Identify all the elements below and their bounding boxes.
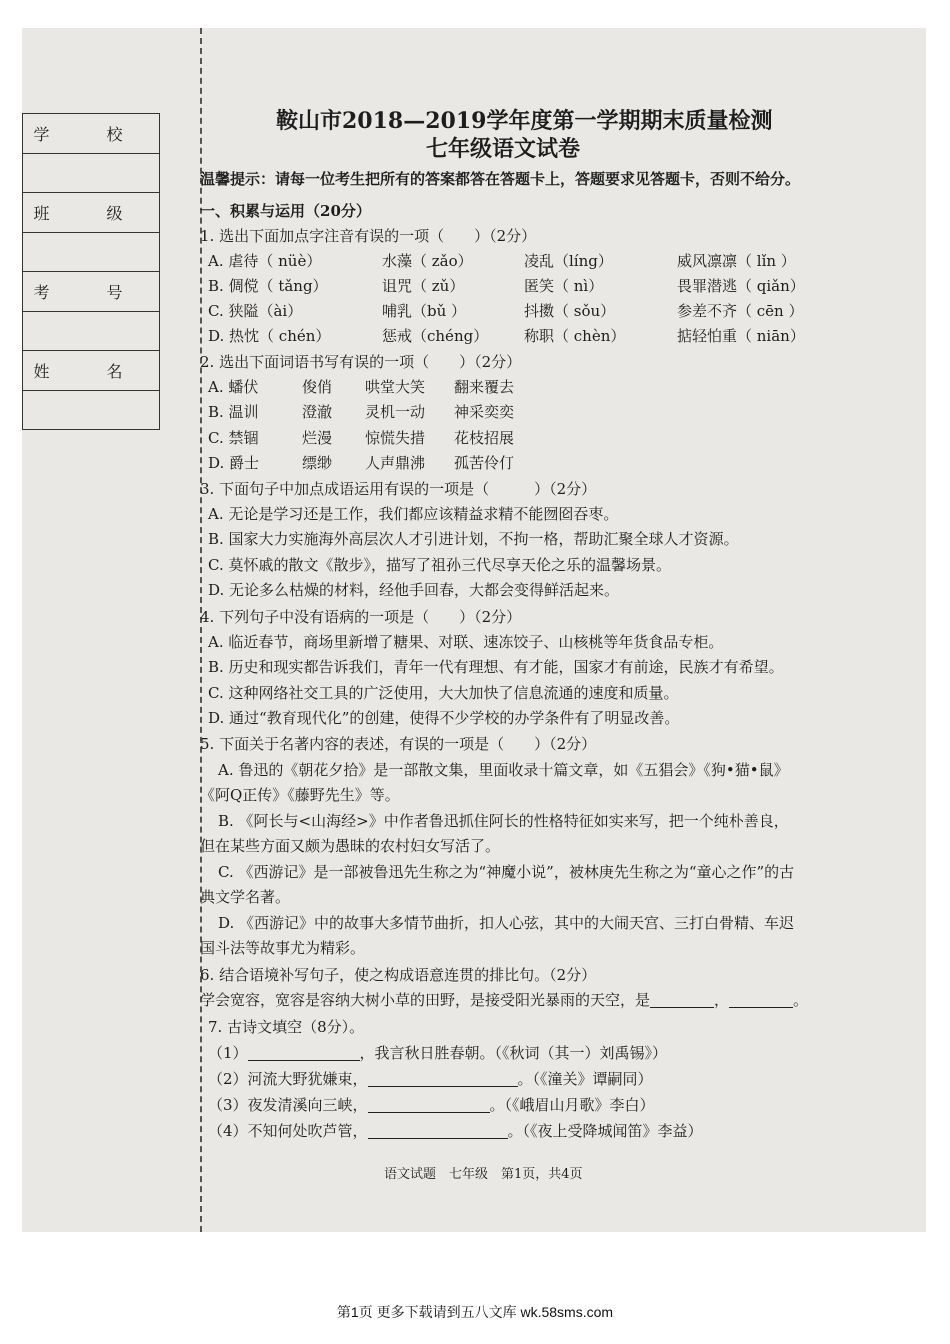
q5-text: A. 鲁迅的《朝花夕拾》是一部散文集，里面收录十篇文章，如《五猖会》《狗•猫•鼠》	[218, 761, 789, 779]
student-info-table	[22, 113, 160, 430]
q5-text: C. 《西游记》是一部被鲁迅先生称之为“神魔小说”，被林庚先生称之为“童心之作”的古	[218, 863, 795, 881]
school-label: 学 校	[23, 114, 160, 154]
q5-text: 国斗法等故事尤为精彩。	[200, 939, 366, 957]
q2-word: 人声鼎沸	[365, 454, 426, 472]
q3-option: C. 莫怀戚的散文《散步》，描写了祖孙三代尽享天伦之乐的温馨场景。	[208, 556, 671, 574]
q1-option: A. 虐待（ nüè）	[208, 252, 322, 270]
q7-item-prefix: （1）	[208, 1044, 248, 1062]
q2-word: D. 爵士	[208, 454, 260, 472]
warm-tip: 温馨提示：请每一位考生把所有的答案都答在答题卡上，答题要求见答题卡，否则不给分。	[200, 170, 801, 188]
q7-item	[208, 1068, 653, 1089]
q7-answer-blank[interactable]	[368, 1098, 490, 1113]
q7-item-prefix: （3）夜发清溪向三峡，	[208, 1096, 368, 1114]
q4-option: D. 通过“教育现代化”的创建，使得不少学校的办学条件有了明显改善。	[208, 709, 680, 727]
q6-text: 学会宽容，宽容是容纳大树小草的田野，是接受阳光暴雨的天空，是	[200, 991, 651, 1009]
q7-item-prefix: （4）不知何处吹芦管，	[208, 1122, 368, 1140]
q1-option: 畏罪潜逃（ qiǎn）	[677, 277, 805, 295]
q5-text: 但在某些方面又颇为愚昧的农村妇女写活了。	[200, 837, 501, 855]
q2-word: 澄澈	[302, 403, 333, 421]
q1-option: 凌乱（líng）	[524, 252, 613, 270]
q2-word: 灵机一动	[365, 403, 426, 421]
q7-item	[208, 1094, 655, 1115]
q6-stem: 6. 结合语境补写句子，使之构成语意连贯的排比句。（2分）	[200, 966, 597, 984]
download-footer[interactable]: 第1页 更多下载请到五八文库 wk.58sms.com	[336, 1304, 614, 1320]
q2-stem: 2. 选出下面词语书写有误的一项（ ）（2分）	[200, 353, 522, 371]
q7-item-prefix: （2）河流大野犹嫌束，	[208, 1070, 368, 1088]
q2-word: C. 禁锢	[208, 429, 259, 447]
q7-stem: 7. 古诗文填空（8分）。	[208, 1018, 365, 1036]
q7-item-suffix: 。（《峨眉山月歌》李白）	[489, 1096, 655, 1114]
name-field[interactable]	[23, 391, 160, 430]
q1-option: 威风凛凛（ lǐn ）	[677, 252, 796, 270]
class-label: 班 级	[23, 193, 160, 233]
q6-answer-blank-1[interactable]	[650, 993, 714, 1008]
q4-option: C. 这种网络社交工具的广泛使用，大大加快了信息流通的速度和质量。	[208, 684, 679, 702]
q4-option: A. 临近春节，商场里新增了糖果、对联、速冻饺子、山核桃等年货食品专柜。	[208, 633, 724, 651]
q1-stem: 1. 选出下面加点字注音有误的一项（ ）（2分）	[200, 227, 537, 245]
class-field[interactable]	[23, 233, 160, 272]
section-heading: 一、积累与运用（20分）	[200, 202, 371, 220]
q6-line: 学会宽容，宽容是容纳大树小草的田野，是接受阳光暴雨的天空，是 ， 。	[200, 991, 809, 1009]
q2-word: 翻来覆去	[454, 378, 515, 396]
q1-option: 哺乳（bǔ ）	[382, 302, 467, 320]
exam-number-field[interactable]	[23, 312, 160, 351]
q3-option: D. 无论多么枯燥的材料，经他手回春，大都会变得鲜活起来。	[208, 581, 620, 599]
q1-option: 惩戒（chéng）	[382, 327, 489, 345]
page-footer: 语文试题 七年级 第1页，共4页	[384, 1167, 583, 1182]
q5-text: 典文学名著。	[200, 888, 291, 906]
q2-word: 缥缈	[302, 454, 333, 472]
q7-answer-blank[interactable]	[248, 1046, 360, 1061]
q7-item-suffix: ，我言秋日胜春朝。（《秋词（其一）刘禹锡》）	[359, 1044, 668, 1062]
q2-word: 花枝招展	[454, 429, 515, 447]
q2-word: B. 温训	[208, 403, 259, 421]
q2-word: 哄堂大笑	[365, 378, 426, 396]
exam-title: 鞍山市2018—2019学年度第一学期期末质量检测	[276, 108, 773, 134]
q2-word: 俊俏	[302, 378, 333, 396]
q5-stem: 5. 下面关于名著内容的表述，有误的一项是（ ）（2分）	[200, 735, 597, 753]
q7-item	[208, 1042, 667, 1063]
q7-answer-blank[interactable]	[368, 1124, 508, 1139]
q1-option: 水藻（ zǎo）	[382, 252, 473, 270]
q2-word: A. 蟠伏	[208, 378, 259, 396]
q1-option: C. 狭隘（ài）	[208, 302, 303, 320]
exam-subtitle: 七年级语文试卷	[426, 136, 581, 162]
q3-stem: 3. 下面句子中加点成语运用有误的一项是（ ）（2分）	[200, 480, 597, 498]
exam-paper	[22, 28, 926, 1232]
q1-option: D. 热忱（ chén）	[208, 327, 331, 345]
q1-option: B. 倜傥（ tǎng）	[208, 277, 328, 295]
name-label: 姓 名	[23, 351, 160, 391]
q1-option: 掂轻怕重（ niān）	[677, 327, 805, 345]
q5-text: D. 《西游记》中的故事大多情节曲折，扣人心弦，其中的大闹天宫、三打白骨精、车迟	[218, 914, 795, 932]
q7-item-suffix: 。（《夜上受降城闻笛》李益）	[507, 1122, 703, 1140]
q2-word: 烂漫	[302, 429, 333, 447]
q4-stem: 4. 下列句子中没有语病的一项是（ ）（2分）	[200, 608, 522, 626]
q7-answer-blank[interactable]	[368, 1072, 518, 1087]
q5-text: 《阿Q正传》《藤野先生》等。	[200, 786, 400, 804]
q2-word: 孤苦伶仃	[454, 454, 515, 472]
school-field[interactable]	[23, 154, 160, 193]
q1-option: 抖擞（ sǒu）	[524, 302, 616, 320]
q7-item	[208, 1120, 703, 1141]
exam-number-label: 考 号	[23, 272, 160, 312]
q7-item-suffix: 。（《潼关》谭嗣同）	[517, 1070, 653, 1088]
q3-option: A. 无论是学习还是工作，我们都应该精益求精不能囫囵吞枣。	[208, 505, 619, 523]
q4-option: B. 历史和现实都告诉我们，青年一代有理想、有才能，国家才有前途，民族才有希望。	[208, 658, 784, 676]
q1-option: 称职（ chèn）	[524, 327, 626, 345]
q1-option: 参差不齐（ cēn ）	[677, 302, 804, 320]
q2-word: 神采奕奕	[454, 403, 515, 421]
q1-option: 诅咒（ zǔ）	[382, 277, 465, 295]
q1-option: 匿笑（ nì）	[524, 277, 604, 295]
q5-text: B. 《阿长与<山海经>》中作者鲁迅抓住阿长的性格特征如实来写，把一个纯朴善良，	[218, 812, 789, 830]
q6-answer-blank-2[interactable]	[729, 993, 793, 1008]
q3-option: B. 国家大力实施海外高层次人才引进计划，不拘一格，帮助汇聚全球人才资源。	[208, 530, 739, 548]
q2-word: 惊慌失措	[365, 429, 426, 447]
